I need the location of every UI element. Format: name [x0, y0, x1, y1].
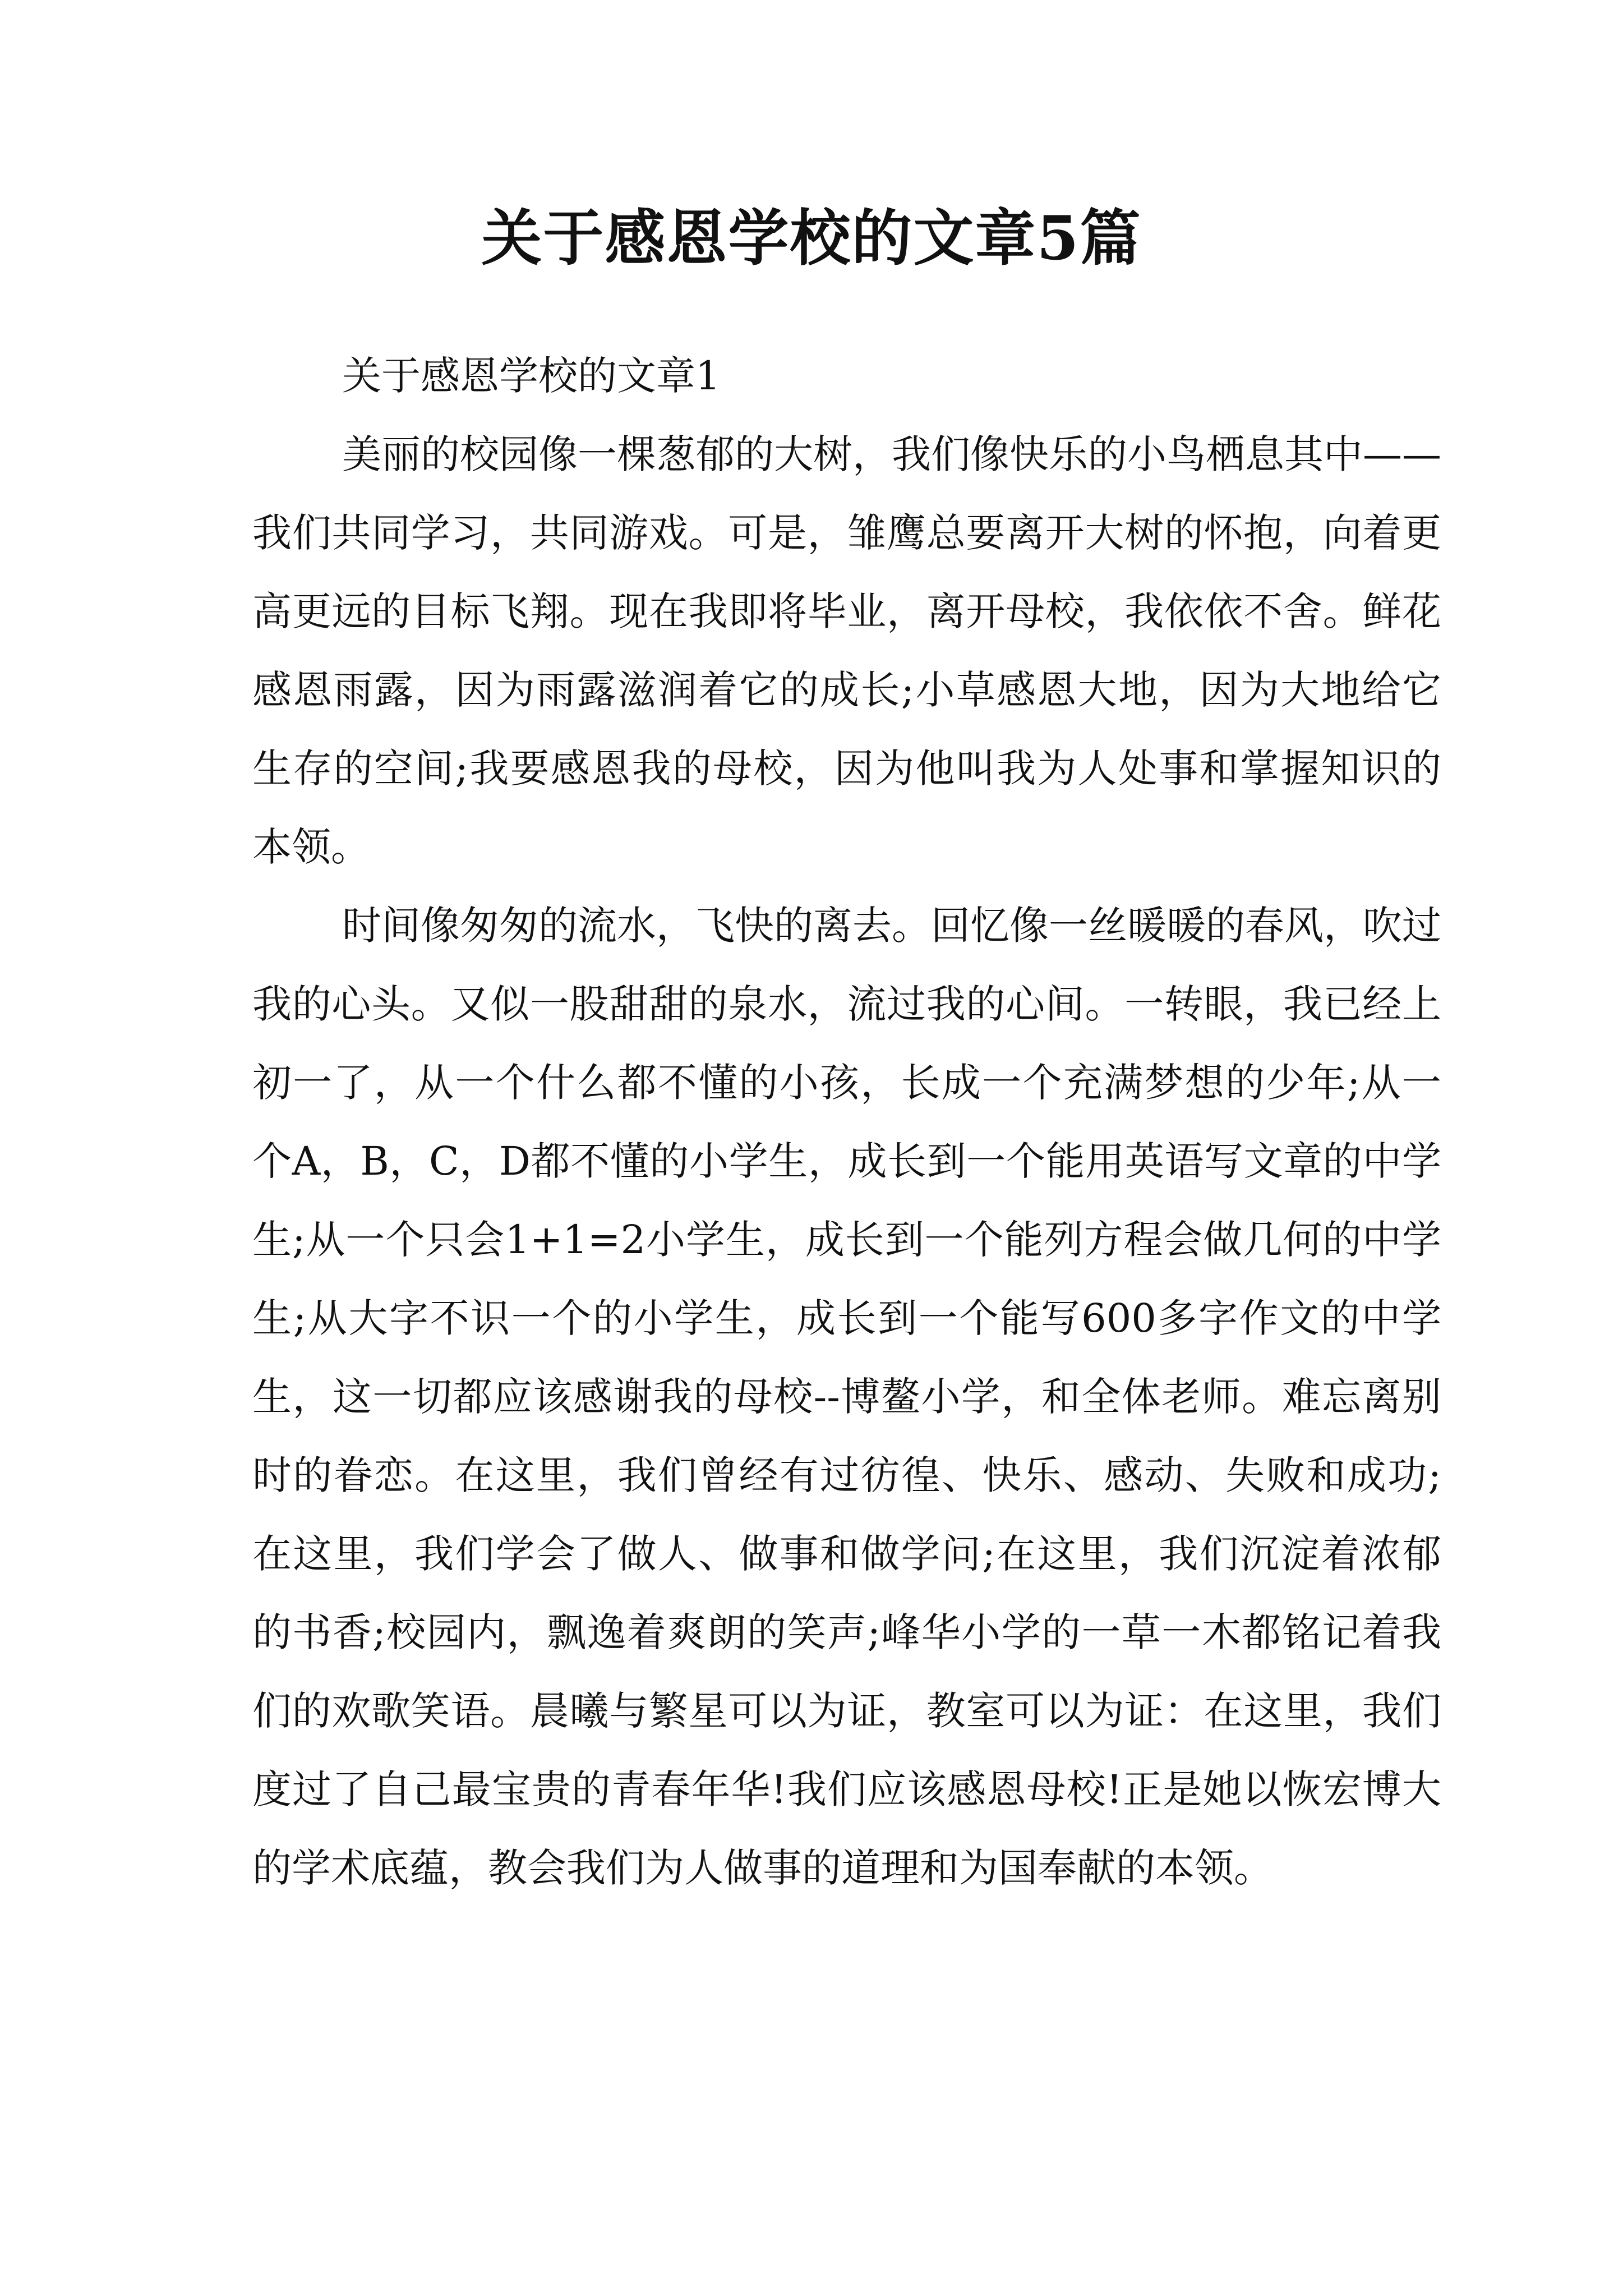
document-body	[252, 337, 1441, 1907]
document-title: 关于感恩学校的文章5篇	[481, 203, 1142, 274]
paragraph-1: 美丽的校园像一棵葱郁的大树，我们像快乐的小鸟栖息其中——我们共同学习，共同游戏。可是，雏鹰总要离开大树的怀抱，向着更高更远的目标飞翔。现在我即将毕业，离开母校，我依依不舍。鲜花感恩雨露，因为雨露滋润着它的成长;小草感恩大地，因为大地给它生存的空间;我要感恩我的母校，因为他叫我为人处事和掌握知识的本领。	[252, 431, 1441, 870]
article-heading: 关于感恩学校的文章1	[342, 353, 721, 399]
paragraph-2: 时间像匆匆的流水，飞快的离去。回忆像一丝暖暖的春风，吹过我的心头。又似一股甜甜的泉水，流过我的心间。一转眼，我已经上初一了，从一个什么都不懂的小孩，长成一个充满梦想的少年;从一个A，B，C，D都不懂的小学生，成长到一个能用英语写文章的中学生;从一个只会1+1=2小学生，成长到一个能列方程会做几何的中学生;从大字不识一个的小学生，成长到一个能写600多字作文的中学生，这一切都应该感谢我的母校--博鳌小学，和全体老师。难忘离别时的眷恋。在这里，我们曾经有过彷徨、快乐、感动、失败和成功;在这里，我们学会了做人、做事和做学问;在这里，我们沉淀着浓郁的书香;校园内，飘逸着爽朗的笑声;峰华小学的一草一木都铭记着我们的欢歌笑语。晨曦与繁星可以为证，教室可以为证：在这里，我们度过了自己最宝贵的青春年华!我们应该感恩母校!正是她以恢宏博大的学术底蕴，教会我们为人做事的道理和为国奉献的本领。	[252, 903, 1441, 1891]
